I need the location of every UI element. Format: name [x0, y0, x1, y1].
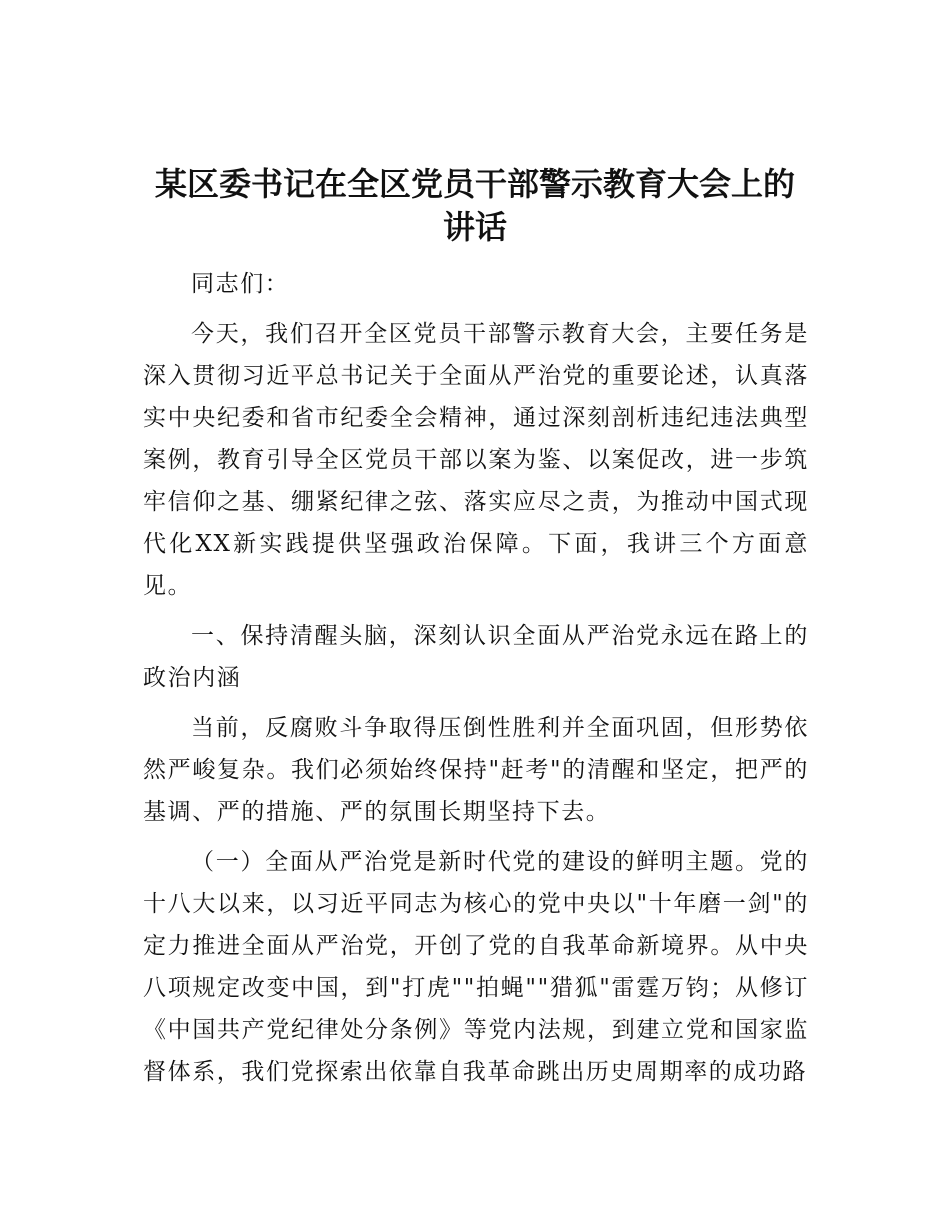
subsection-paragraph: （一）全面从严治党是新时代党的建设的鲜明主题。党的十八大以来，以习近平同志为核心的党中央以"十年磨一剑"的定力推进全面从严治党，开创了党的自我革命新境界。从中央八项规定改变中国，到"打虎""拍蝇""猎狐"雷霆万钧；从修订《中国共产党纪律处分条例》等党内法规，到建立党和国家监督体系，我们党探索出依靠自我革命跳出历史周期率的成功路: [143, 849, 809, 1085]
salutation-paragraph: 同志们：: [191, 271, 290, 297]
body-paragraph: 当前，反腐败斗争取得压倒性胜利并全面巩固，但形势依然严峻复杂。我们必须始终保持"赶考"的清醒和坚定，把严的基调、严的措施、严的氛围长期坚持下去。: [143, 715, 809, 825]
intro-paragraph: 今天，我们召开全区党员干部警示教育大会，主要任务是深入贯彻习近平总书记关于全面从严治党的重要论述，认真落实中央纪委和省市纪委全会精神，通过深刻剖析违纪违法典型案例，教育引导全区党员干部以案为鉴、以案促改，进一步筑牢信仰之基、绷紧纪律之弦、落实应尽之责，为推动中国式现代化XX新实践提供坚强政治保障。下面，我讲三个方面意见。: [143, 321, 809, 599]
document-title: 某区委书记在全区党员干部警示教育大会上的讲话: [154, 165, 795, 246]
section-heading: 一、保持清醒头脑，深刻认识全面从严治党永远在路上的政治内涵: [143, 623, 809, 691]
document-body: [143, 263, 809, 1101]
